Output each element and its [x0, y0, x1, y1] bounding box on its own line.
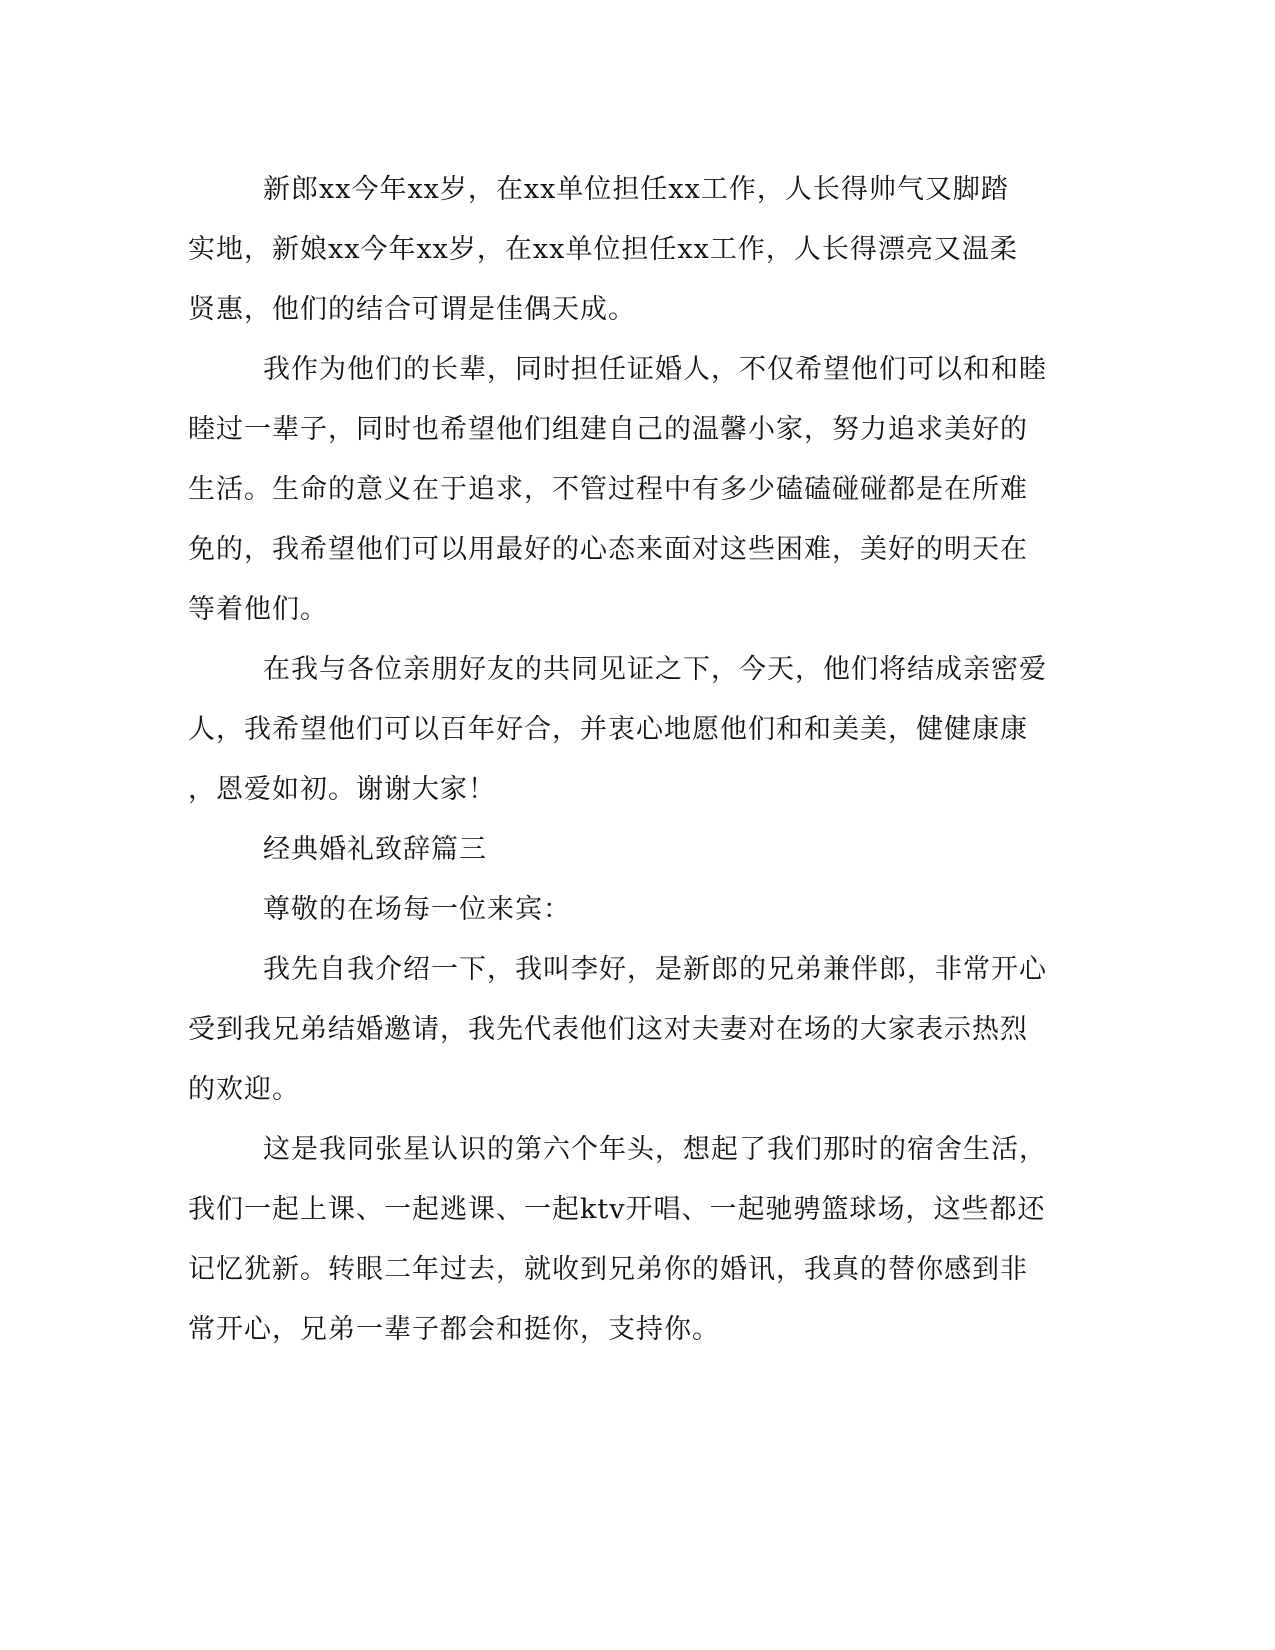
paragraph-best-man-intro	[188, 940, 1078, 1120]
salutation	[188, 880, 1078, 940]
text-line: ，恩爱如初。谢谢大家！	[188, 774, 496, 805]
text-line: 贤惠，他们的结合可谓是佳偶天成。	[188, 294, 636, 325]
document-body	[188, 160, 1078, 1360]
text-line: 实地，新娘xx今年xx岁，在xx单位担任xx工作，人长得漂亮又温柔	[188, 234, 1018, 265]
text-line: 我们一起上课、一起逃课、一起ktv开唱、一起驰骋篮球场，这些都还	[188, 1194, 1046, 1225]
text-line: 睦过一辈子，同时也希望他们组建自己的温馨小家，努力追求美好的	[188, 414, 1028, 445]
text-line: 常开心，兄弟一辈子都会和挺你，支持你。	[188, 1314, 720, 1345]
paragraph-memories	[188, 1120, 1078, 1360]
text-line: 新郎xx今年xx岁，在xx单位担任xx工作，人长得帅气又脚踏	[263, 174, 1009, 205]
paragraph-groom-bride-intro	[188, 160, 1078, 340]
text-line: 我作为他们的长辈，同时担任证婚人，不仅希望他们可以和和睦	[263, 354, 1047, 385]
text-line: 在我与各位亲朋好友的共同见证之下，今天，他们将结成亲密爱	[263, 654, 1047, 685]
text-line: 免的，我希望他们可以用最好的心态来面对这些困难，美好的明天在	[188, 534, 1028, 565]
paragraph-closing-blessing	[188, 640, 1078, 820]
text-line: 人，我希望他们可以百年好合，并衷心地愿他们和和美美，健健康康	[188, 714, 1028, 745]
paragraph-officiant-wishes	[188, 340, 1078, 640]
text-line: 等着他们。	[188, 594, 328, 625]
text-line: 受到我兄弟结婚邀请，我先代表他们这对夫妻对在场的大家表示热烈	[188, 1014, 1028, 1045]
text-line: 生活。生命的意义在于追求，不管过程中有多少磕磕碰碰都是在所难	[188, 474, 1028, 505]
section-heading	[188, 820, 1078, 880]
heading-text: 经典婚礼致辞篇三	[263, 834, 487, 865]
text-line: 的欢迎。	[188, 1074, 300, 1105]
salutation-text: 尊敬的在场每一位来宾：	[263, 894, 571, 925]
text-line: 这是我同张星认识的第六个年头，想起了我们那时的宿舍生活，	[263, 1134, 1047, 1165]
text-line: 我先自我介绍一下，我叫李好，是新郎的兄弟兼伴郎，非常开心	[263, 954, 1047, 985]
text-line: 记忆犹新。转眼二年过去，就收到兄弟你的婚讯，我真的替你感到非	[188, 1254, 1028, 1285]
